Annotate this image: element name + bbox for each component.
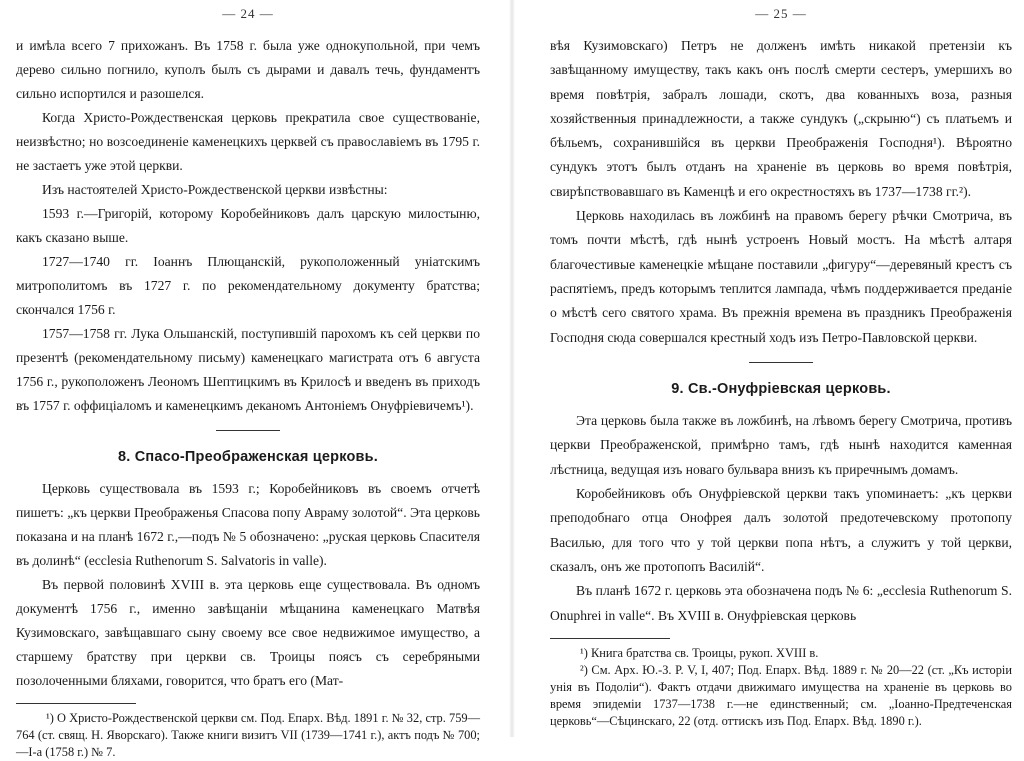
paragraph: Эта церковь была также въ ложбинѣ, на лѣвомъ берегу Смотрича, противъ церкви Преображенской, примѣрно тамъ, гдѣ нынѣ находится каменная лѣстница, ведущая изъ новаго бульвара внизъ къ приречнымъ домамъ.	[550, 413, 1012, 477]
footnote: ²) См. Арх. Ю.-З. Р. V, I, 407; Под. Епарх. Вѣд. 1889 г. № 20—22 (ст. „Къ исторіи унія въ Подоліи“). Фактъ отдачи движимаго имущества на храненіе въ церковь во время эпидеміи 1737—1738 г.—не единственный; см. „Іоанно-Предтеченская церковь“—Сѣцинскаго, 22 (отд. оттискъ изъ Под. Епарх. Вѣд. 1890 г.).	[550, 662, 1012, 728]
footnote: ¹) Книга братства св. Троицы, рукоп. XVIII в.	[580, 645, 819, 660]
page-body	[550, 34, 1012, 730]
section-heading: 9. Св.-Онуфріевская церковь.	[671, 380, 891, 397]
paragraph: Когда Христо-Рождественская церковь прекратила свое существованіе, неизвѣстно; но возсоединеніе каменецкихъ церквей съ православіемъ въ 1795 г. не застаетъ уже этой церкви.	[16, 110, 480, 173]
footnote-rule	[550, 638, 670, 639]
right-page	[550, 0, 1012, 737]
paragraph: Въ планѣ 1672 г. церковь эта обозначена подъ № 6: „ecclesia Ruthenorum S. Onuphrei in valle“. Въ XVIII в. Онуфріевская церковь	[550, 583, 1012, 623]
page-number: — 25 —	[755, 6, 807, 21]
section-divider	[216, 430, 280, 431]
paragraph: Церковь существовала въ 1593 г.; Коробейниковъ въ своемъ отчетѣ пишетъ: „къ церкви Преображенья Спасова попу Авраму золотой“. Эта церковь показана и на планѣ 1672 г.,—подъ № 5 обозначено: „руская церковь Спасителя въ долинѣ“ (ecclesia Ruthenorum S. Salvatoris in valle).	[16, 481, 480, 568]
paragraph: вѣя Кузимовскаго) Петръ не долженъ имѣть никакой претензіи къ завѣщанному имуществу, такъ какъ онъ послѣ смерти сестеръ, умершихъ во время повѣтрія, забралъ лошади, скотъ, два кованныхъ воза, разныя хозяйственныя принадлежности, а также сундукъ („скрыню“) съ платьемъ и бѣльемъ, сохранившійся въ церкви Преображенія Господня¹). Вѣроятно сундукъ этотъ былъ отданъ на храненіе въ церковь во время повѣтрія, свирѣпствовавшаго въ Каменцѣ и его окрестностяхъ въ 1737—1738 гг.²).	[550, 38, 1012, 199]
left-page	[16, 0, 480, 759]
section-heading: 8. Спасо-Преображенская церковь.	[117, 449, 379, 465]
paragraph: 1757—1758 гг. Лука Ольшанскій, поступившій парохомъ къ сей церкви по презентѣ (рекомендательному письму) каменецкаго магистрата отъ 6 августа 1756 г., рукоположенъ Леономъ Шептицкимъ въ Крилосѣ и введенъ въ приходъ въ 1757 г. оффиціаломъ и каменецкимъ деканомъ Антоніемъ Онуфріевичемъ¹).	[16, 326, 480, 413]
section-divider	[749, 362, 813, 363]
paragraph: Въ первой половинѣ XVIII в. эта церковь еще существовала. Въ одномъ документѣ 1756 г., именно завѣщаніи мѣщанина каменецкаго Матвѣя Кузимовскаго, завѣщавшаго сыну своему все свое недвижимое имущество, а старшему братству при церкви св. Троицы поясъ съ серебряными позолоченными бляхами, говорится, что братъ его (Мат-	[16, 577, 480, 688]
page-number: — 24 —	[222, 6, 274, 21]
paragraph: Церковь находилась въ ложбинѣ на правомъ берегу рѣчки Смотрича, въ томъ почти мѣстѣ, гдѣ нынѣ устроенъ Новый мостъ. На мѣстѣ алтаря благочестивые каменецкіе мѣщане поставили „фигуру“—деревяный крестъ съ распятіемъ, предъ которымъ теплится лампада, чѣмъ поддерживается преданіе о мѣстѣ сего святого храма. Въ прежнія времена въ праздникъ Преображенія Господня сюда совершался крестный ходъ изъ Петро-Павловской церкви.	[550, 208, 1012, 345]
paragraph: Изъ настоятелей Христо-Рождественской церкви извѣстны:	[42, 182, 388, 197]
footnotes	[550, 645, 1012, 730]
footnote-rule	[16, 703, 136, 704]
paragraph: Коробейниковъ объ Онуфріевской церкви такъ упоминаетъ: „къ церкви преподобнаго отца Онофрея далъ золотой предотечевскому протопопу Василью, для того что у той церкви попа нѣтъ, а служитъ у той церкви, сказалъ, онъ же протопопъ Василій“.	[550, 486, 1012, 574]
book-gutter	[509, 0, 515, 737]
footnote: ¹) О Христо-Рождественской церкви см. Под. Епарх. Вѣд. 1891 г. № 32, стр. 759—764 (ст. свящ. Н. Яворскаго). Также книги визитъ VII (1739—1741 г.), актъ подъ № 700;—I-a (1758 г.) № 7.	[16, 711, 480, 759]
paragraph: и имѣла всего 7 прихожанъ. Въ 1758 г. была уже однокупольной, при чемъ дерево сильно погнило, куполъ былъ съ дырами и давалъ течь, фундаментъ сильно испортился и разошелся.	[16, 38, 480, 101]
paragraph: 1727—1740 гг. Іоаннъ Плющанскій, рукоположенный уніатскимъ митрополитомъ въ 1727 г. по рекомендательному документу братства; скончался 1756 г.	[16, 254, 480, 317]
paragraph: 1593 г.—Григорій, которому Коробейниковъ далъ царскую милостыню, какъ сказано выше.	[16, 206, 480, 245]
footnotes	[16, 710, 480, 761]
page-body	[16, 34, 480, 761]
